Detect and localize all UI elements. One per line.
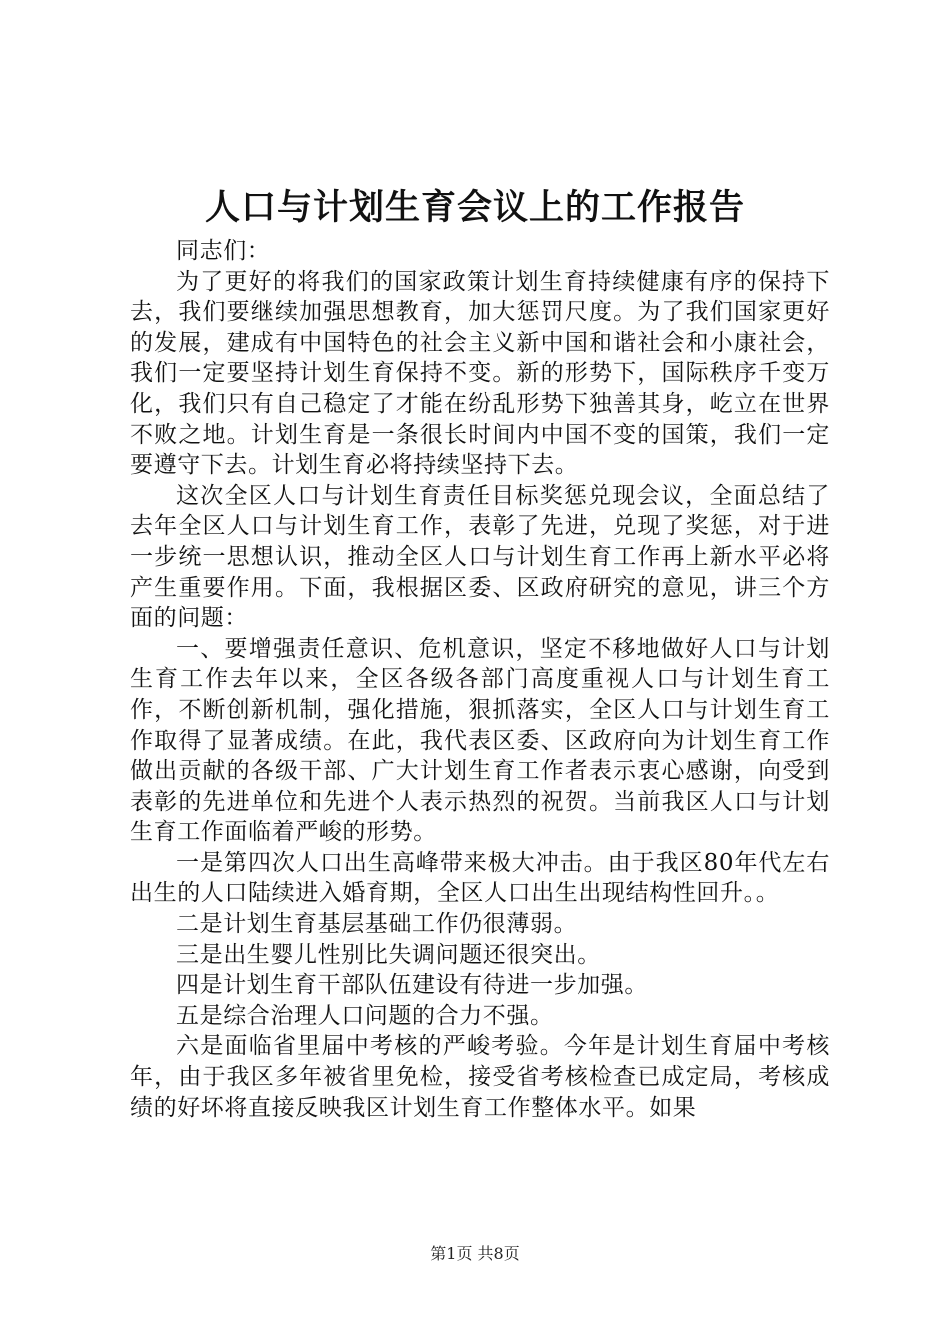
list-item-challenge-2: 二是计划生育基层基础工作仍很薄弱。 xyxy=(176,911,578,938)
document-body xyxy=(130,236,830,1123)
list-item-challenge-5: 五是综合治理人口问题的合力不强。 xyxy=(176,1002,554,1029)
list-item-challenge-3: 三是出生婴儿性别比失调问题还很突出。 xyxy=(176,941,601,968)
list-item-challenge-4: 四是计划生育干部队伍建设有待进一步加强。 xyxy=(176,972,648,999)
page-number-footer: 第1页 共8页 xyxy=(430,1244,520,1263)
paragraph-intro: 为了更好的将我们的国家政策计划生育持续健康有序的保持下去，我们要继续加强思想教育，加大惩罚尺度。为了我们国家更好的发展，建成有中国特色的社会主义新中国和谐社会和小康社会，我们一定要坚持计划生育保持不变。新的形势下，国际秩序千变万化，我们只有自己稳定了才能在纷乱形势下独善其身，屹立在世界不败之地。计划生育是一条很长时间内中国不变的国策，我们一定要遵守下去。计划生育必将持续坚持下去。 xyxy=(130,268,830,479)
paragraph-section-one: 一、要增强责任意识、危机意识，坚定不移地做好人口与计划生育工作去年以来，全区各级各部门高度重视人口与计划生育工作，不断创新机制，强化措施，狠抓落实，全区人口与计划生育工作取得了显著成绩。在此，我代表区委、区政府向为计划生育工作做出贡献的各级干部、广大计划生育工作者表示衷心感谢，向受到表彰的先进单位和先进个人表示热烈的祝贺。当前我区人口与计划生育工作面临着严峻的形势。 xyxy=(130,635,830,846)
document-title: 人口与计划生育会议上的工作报告 xyxy=(204,187,745,228)
list-item-challenge-6: 六是面临省里届中考核的严峻考验。今年是计划生育届中考核年，由于我区多年被省里免检，接受省考核检查已成定局，考核成绩的好坏将直接反映我区计划生育工作整体水平。如果 xyxy=(130,1033,830,1121)
list-item-challenge-1: 一是第四次人口出生高峰带来极大冲击。由于我区80年代左右出生的人口陆续进入婚育期，全区人口出生出现结构性回升。。 xyxy=(130,849,830,907)
paragraph-meeting: 这次全区人口与计划生育责任目标奖惩兑现会议，全面总结了去年全区人口与计划生育工作，表彰了先进，兑现了奖惩，对于进一步统一思想认识，推动全区人口与计划生育工作再上新水平必将产生重要作用。下面，我根据区委、区政府研究的意见，讲三个方面的问题： xyxy=(130,482,830,632)
greeting: 同志们： xyxy=(176,238,271,264)
